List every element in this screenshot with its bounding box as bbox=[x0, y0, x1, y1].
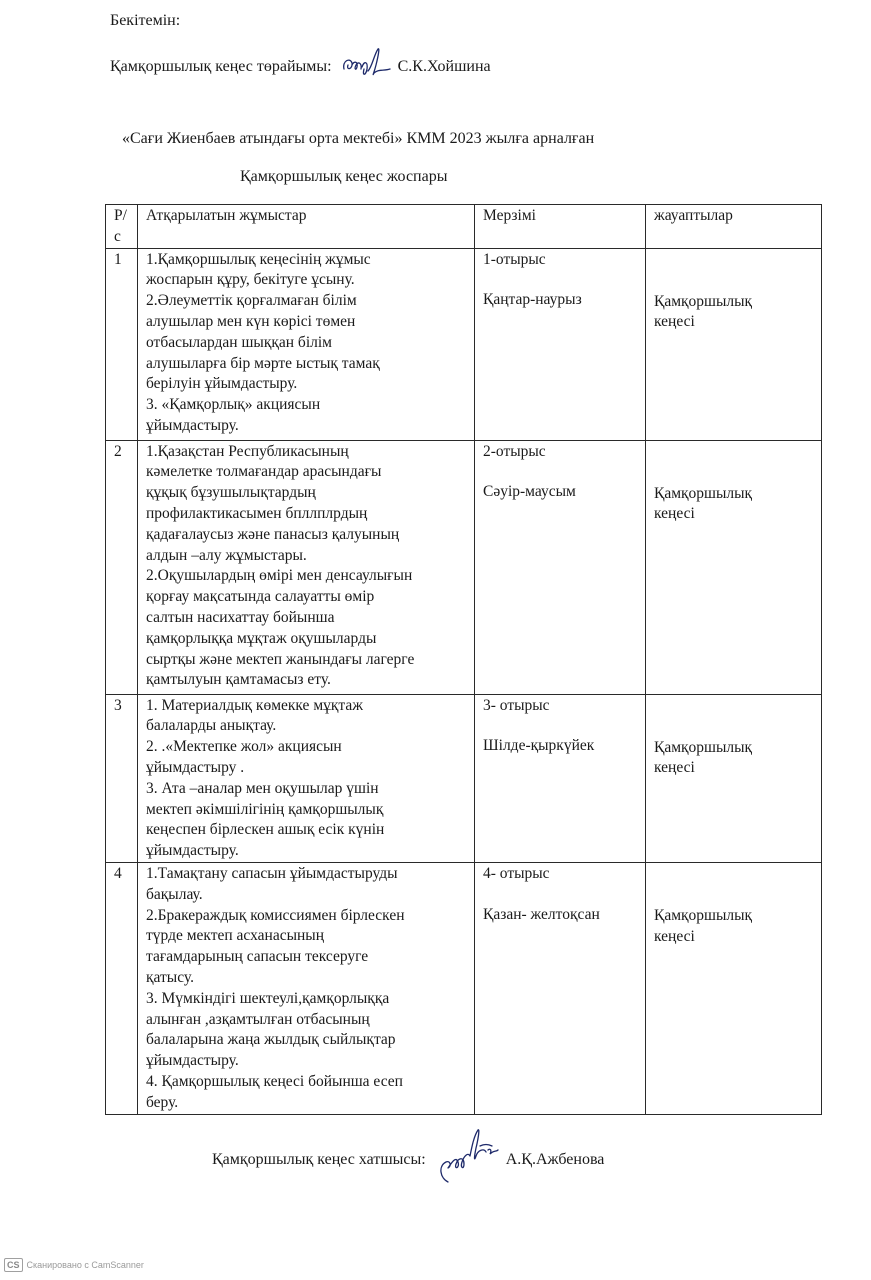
task-line: салтын насихаттау бойынша bbox=[146, 608, 335, 626]
period-label: Сәуір-маусым bbox=[483, 483, 576, 501]
task-line: кәмелетке толмағандар арасындағы bbox=[146, 463, 382, 481]
row-number: 4 bbox=[106, 862, 138, 1114]
task-line: 3. Ата –аналар мен оқушылар үшін bbox=[146, 779, 379, 797]
responsible-line: кеңесі bbox=[654, 927, 695, 945]
task-line: алушыларға бір мәрте ыстық тамақ bbox=[146, 354, 380, 372]
secretary-signature-icon bbox=[434, 1126, 500, 1193]
row-responsible bbox=[646, 694, 822, 862]
row-tasks bbox=[138, 862, 475, 1114]
task-line: 1.Қазақстан Республикасының bbox=[146, 442, 349, 460]
column-header-responsible: жауаптылар bbox=[646, 205, 822, 249]
chair-title: Қамқоршылық кеңес төрайымы: bbox=[110, 57, 332, 75]
task-line: балаларды анықтау. bbox=[146, 717, 277, 735]
camscanner-watermark bbox=[4, 1258, 144, 1272]
task-line: ұйымдастыру . bbox=[146, 758, 245, 776]
task-line: отбасылардан шыққан білім bbox=[146, 333, 332, 351]
session-label: 1-отырыс bbox=[483, 250, 546, 268]
task-line: алдын –алу жұмыстары. bbox=[146, 546, 307, 564]
task-line: жоспарын құру, бекітуге ұсыну. bbox=[146, 271, 355, 289]
task-line: 1. Материалдық көмекке мұқтаж bbox=[146, 696, 363, 714]
row-responsible bbox=[646, 440, 822, 694]
document-title: «Сағи Жиенбаев атындағы орта мектебі» КММ 2023 жылға арналған bbox=[122, 130, 595, 147]
task-line: қатысу. bbox=[146, 968, 194, 986]
responsible-line: Қамқоршылық bbox=[654, 292, 753, 310]
plan-table bbox=[105, 204, 822, 1115]
chair-line bbox=[110, 47, 491, 86]
responsible-line: Қамқоршылық bbox=[654, 906, 753, 924]
task-line: бақылау. bbox=[146, 885, 203, 903]
row-deadline bbox=[475, 862, 646, 1114]
task-line: ұйымдастыру. bbox=[146, 842, 239, 860]
session-label: 4- отырыс bbox=[483, 864, 550, 882]
secretary-name: А.Қ.Ажбенова bbox=[505, 1150, 605, 1168]
row-responsible bbox=[646, 862, 822, 1114]
document-subtitle: Қамқоршылық кеңес жоспары bbox=[240, 168, 448, 185]
row-deadline bbox=[475, 440, 646, 694]
task-line: 2. .«Мектепке жол» акциясын bbox=[146, 738, 342, 756]
task-line: қамқорлыққа мұқтаж оқушыларды bbox=[146, 629, 377, 647]
chair-signature-icon bbox=[340, 47, 392, 86]
row-deadline bbox=[475, 694, 646, 862]
secretary-title: Қамқоршылық кеңес хатшысы: bbox=[212, 1150, 426, 1168]
task-line: профилактикасымен бпллплрдың bbox=[146, 504, 368, 522]
task-line: мектеп әкімшілігінің қамқоршылық bbox=[146, 800, 384, 818]
table-header-row bbox=[106, 205, 822, 249]
row-responsible bbox=[646, 248, 822, 440]
task-line: қадағалаусыз және панасыз қалуының bbox=[146, 525, 400, 543]
task-line: балаларына жаңа жылдық сыйлықтар bbox=[146, 1031, 396, 1049]
row-deadline bbox=[475, 248, 646, 440]
row-tasks bbox=[138, 440, 475, 694]
approval-label: Бекітемін: bbox=[110, 12, 181, 29]
task-line: қамтылуын қамтамасыз ету. bbox=[146, 671, 331, 689]
camscanner-logo-icon: CS bbox=[4, 1258, 23, 1272]
session-label: 3- отырыс bbox=[483, 696, 550, 714]
row-number: 3 bbox=[106, 694, 138, 862]
secretary-line bbox=[212, 1126, 604, 1193]
table-row bbox=[106, 248, 822, 440]
period-label: Қаңтар-наурыз bbox=[483, 291, 582, 309]
table-row bbox=[106, 694, 822, 862]
row-number: 1 bbox=[106, 248, 138, 440]
task-line: сыртқы және мектеп жанындағы лагерге bbox=[146, 650, 415, 668]
task-line: 3. «Қамқорлық» акциясын bbox=[146, 396, 321, 414]
row-tasks bbox=[138, 248, 475, 440]
row-tasks bbox=[138, 694, 475, 862]
task-line: кеңеспен бірлескен ашық есік күнін bbox=[146, 821, 385, 839]
responsible-line: кеңесі bbox=[654, 505, 695, 523]
task-line: 1.Тамақтану сапасын ұйымдастыруды bbox=[146, 864, 398, 882]
table-row bbox=[106, 862, 822, 1114]
column-header-number: Р/с bbox=[106, 205, 138, 249]
task-line: алынған ,азқамтылған отбасының bbox=[146, 1010, 370, 1028]
task-line: алушылар мен күн көрісі төмен bbox=[146, 312, 356, 330]
task-line: 1.Қамқоршылық кеңесінің жұмыс bbox=[146, 250, 371, 268]
task-line: тағамдарының сапасын тексеруге bbox=[146, 948, 369, 966]
responsible-line: Қамқоршылық bbox=[654, 484, 753, 502]
task-line: 2.Оқушылардың өмірі мен денсаулығын bbox=[146, 567, 413, 585]
task-line: түрде мектеп асханасының bbox=[146, 927, 325, 945]
task-line: берілуін ұйымдастыру. bbox=[146, 375, 298, 393]
task-line: ұйымдастыру. bbox=[146, 1052, 239, 1070]
task-line: 3. Мүмкіндігі шектеулі,қамқорлыққа bbox=[146, 989, 390, 1007]
watermark-text: Сканировано с CamScanner bbox=[26, 1260, 144, 1270]
task-line: 2.Әлеуметтік қорғалмаған білім bbox=[146, 292, 357, 310]
chair-name: С.К.Хойшина bbox=[397, 57, 491, 75]
period-label: Қазан- желтоқсан bbox=[483, 905, 600, 923]
task-line: құқық бұзушылықтардың bbox=[146, 484, 316, 502]
column-header-deadline: Мерзімі bbox=[475, 205, 646, 249]
task-line: 2.Бракераждық комиссиямен бірлескен bbox=[146, 906, 405, 924]
session-label: 2-отырыс bbox=[483, 442, 546, 460]
column-header-tasks: Атқарылатын жұмыстар bbox=[138, 205, 475, 249]
period-label: Шілде-қыркүйек bbox=[483, 737, 595, 755]
responsible-line: кеңесі bbox=[654, 313, 695, 331]
row-number: 2 bbox=[106, 440, 138, 694]
responsible-line: Қамқоршылық bbox=[654, 738, 753, 756]
task-line: беру. bbox=[146, 1093, 179, 1111]
task-line: қорғау мақсатында салауатты өмір bbox=[146, 588, 375, 606]
task-line: ұйымдастыру. bbox=[146, 416, 239, 434]
responsible-line: кеңесі bbox=[654, 759, 695, 777]
table-row bbox=[106, 440, 822, 694]
task-line: 4. Қамқоршылық кеңесі бойынша есеп bbox=[146, 1072, 403, 1090]
